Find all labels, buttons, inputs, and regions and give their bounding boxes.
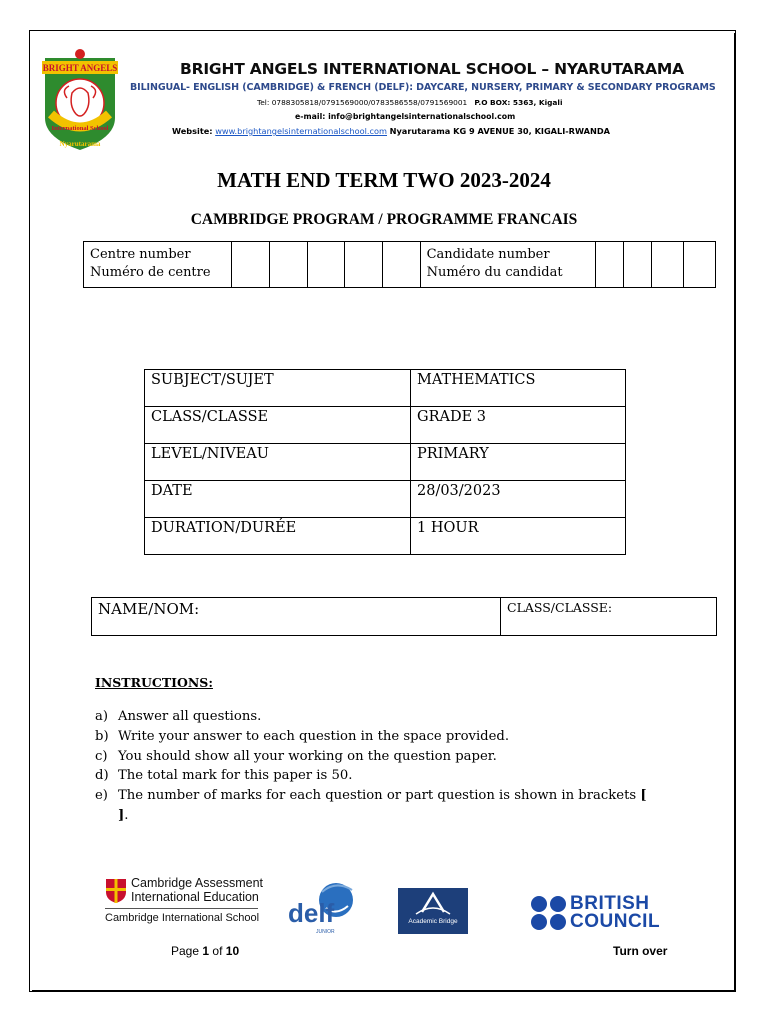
school-name: BRIGHT ANGELS INTERNATIONAL SCHOOL – NYARUTARAMA: [180, 60, 684, 78]
centre-number-box[interactable]: [383, 242, 420, 288]
school-website-line: [172, 126, 610, 136]
school-subtitle: BILINGUAL- ENGLISH (CAMBRIDGE) & FRENCH (DELF): DAYCARE, NURSERY, PRIMARY & SECONDARY PROGRAMS: [130, 82, 716, 93]
exam-info-table: [144, 369, 626, 555]
candidate-number-label: Candidate number Numéro du candidat: [420, 242, 596, 288]
delf-sub: JUNIOR: [316, 929, 335, 935]
info-row-date: [145, 481, 626, 518]
bridge-arch-icon: [398, 888, 468, 918]
name-label: NAME/NOM:: [98, 600, 200, 618]
info-value: PRIMARY: [411, 444, 626, 481]
cambridge-line2: International Education: [131, 890, 259, 904]
cambridge-divider: [105, 908, 258, 909]
page-number: Page 1 of 10: [171, 944, 240, 958]
turn-over-label: Turn over: [613, 944, 668, 958]
school-contact: [257, 98, 562, 107]
info-label: SUBJECT/SUJET: [145, 370, 411, 407]
instruction-item: c) You should show all your working on the question paper.: [95, 748, 497, 764]
info-value: MATHEMATICS: [411, 370, 626, 407]
website-label: Website:: [172, 126, 213, 136]
centre-number-label: Centre number Numéro de centre: [84, 242, 232, 288]
centre-number-box[interactable]: [232, 242, 269, 288]
school-po-box: P.O BOX: 5363, Kigali: [474, 98, 563, 107]
exam-title: MATH END TERM TWO 2023-2024: [217, 168, 551, 192]
info-value: GRADE 3: [411, 407, 626, 444]
info-label: DURATION/DURÉE: [145, 518, 411, 555]
instruction-item: a) Answer all questions.: [95, 709, 262, 724]
cambridge-shield-icon: [105, 878, 127, 904]
logo-ribbon-text: International School: [51, 125, 109, 132]
info-value: 28/03/2023: [411, 481, 626, 518]
website-link[interactable]: www.brightangelsinternationalschool.com: [215, 126, 387, 136]
school-address: Nyarutarama KG 9 AVENUE 30, KIGALI-RWANDA: [389, 126, 610, 136]
program-title: CAMBRIDGE PROGRAM / PROGRAMME FRANCAIS: [190, 211, 578, 228]
marks-bracket: [ ]: [118, 788, 647, 823]
candidate-number-box[interactable]: [596, 242, 624, 288]
instruction-item: d) The total mark for this paper is 50.: [95, 768, 353, 784]
british-council-line2: COUNCIL: [570, 911, 661, 932]
student-name-table: [91, 597, 717, 636]
cambridge-line3: Cambridge International School: [105, 912, 260, 924]
delf-logo-icon: [286, 878, 358, 936]
school-tel: Tel: 0788305818/0791569000/0783586558/0791569001: [257, 98, 468, 107]
logo-banner-text: BRIGHT ANGELS: [42, 63, 118, 73]
instruction-item: b) Write your answer to each question in the space provided.: [95, 728, 510, 744]
info-label: LEVEL/NIVEAU: [145, 444, 411, 481]
centre-number-box[interactable]: [269, 242, 307, 288]
centre-number-box[interactable]: [345, 242, 383, 288]
school-crest-logo: [39, 48, 121, 152]
british-council-line1: BRITISH: [570, 893, 650, 914]
name-field[interactable]: [92, 598, 501, 636]
british-council-logo: [530, 893, 660, 933]
info-label: DATE: [145, 481, 411, 518]
info-value: 1 HOUR: [411, 518, 626, 555]
candidate-number-box[interactable]: [684, 242, 716, 288]
candidate-number-box[interactable]: [624, 242, 652, 288]
academic-bridge-logo-icon: [398, 888, 468, 934]
academic-bridge-text: Academic Bridge: [408, 918, 458, 925]
instructions-list: [95, 707, 655, 826]
candidate-number-table: [83, 241, 716, 288]
school-email: e-mail: info@brightangelsinternationalschool.com: [295, 112, 516, 121]
instruction-item: e) The number of marks for each question or part question is shown in brackets [ ].: [95, 788, 647, 823]
cambridge-logo: [105, 876, 265, 932]
info-label: CLASS/CLASSE: [145, 407, 411, 444]
instructions-heading: INSTRUCTIONS:: [95, 675, 213, 690]
cambridge-line1: Cambridge Assessment: [131, 876, 264, 890]
logo-bottom-text: Nyarutarama: [59, 140, 101, 148]
class-label: CLASS/CLASSE:: [507, 600, 613, 615]
info-row-subject: [145, 370, 626, 407]
info-row-duration: [145, 518, 626, 555]
candidate-number-box[interactable]: [651, 242, 684, 288]
centre-number-box[interactable]: [307, 242, 344, 288]
info-row-class: [145, 407, 626, 444]
info-row-level: [145, 444, 626, 481]
british-council-dots-icon: [530, 895, 568, 931]
class-field[interactable]: [501, 598, 717, 636]
delf-text: delf: [288, 898, 335, 928]
